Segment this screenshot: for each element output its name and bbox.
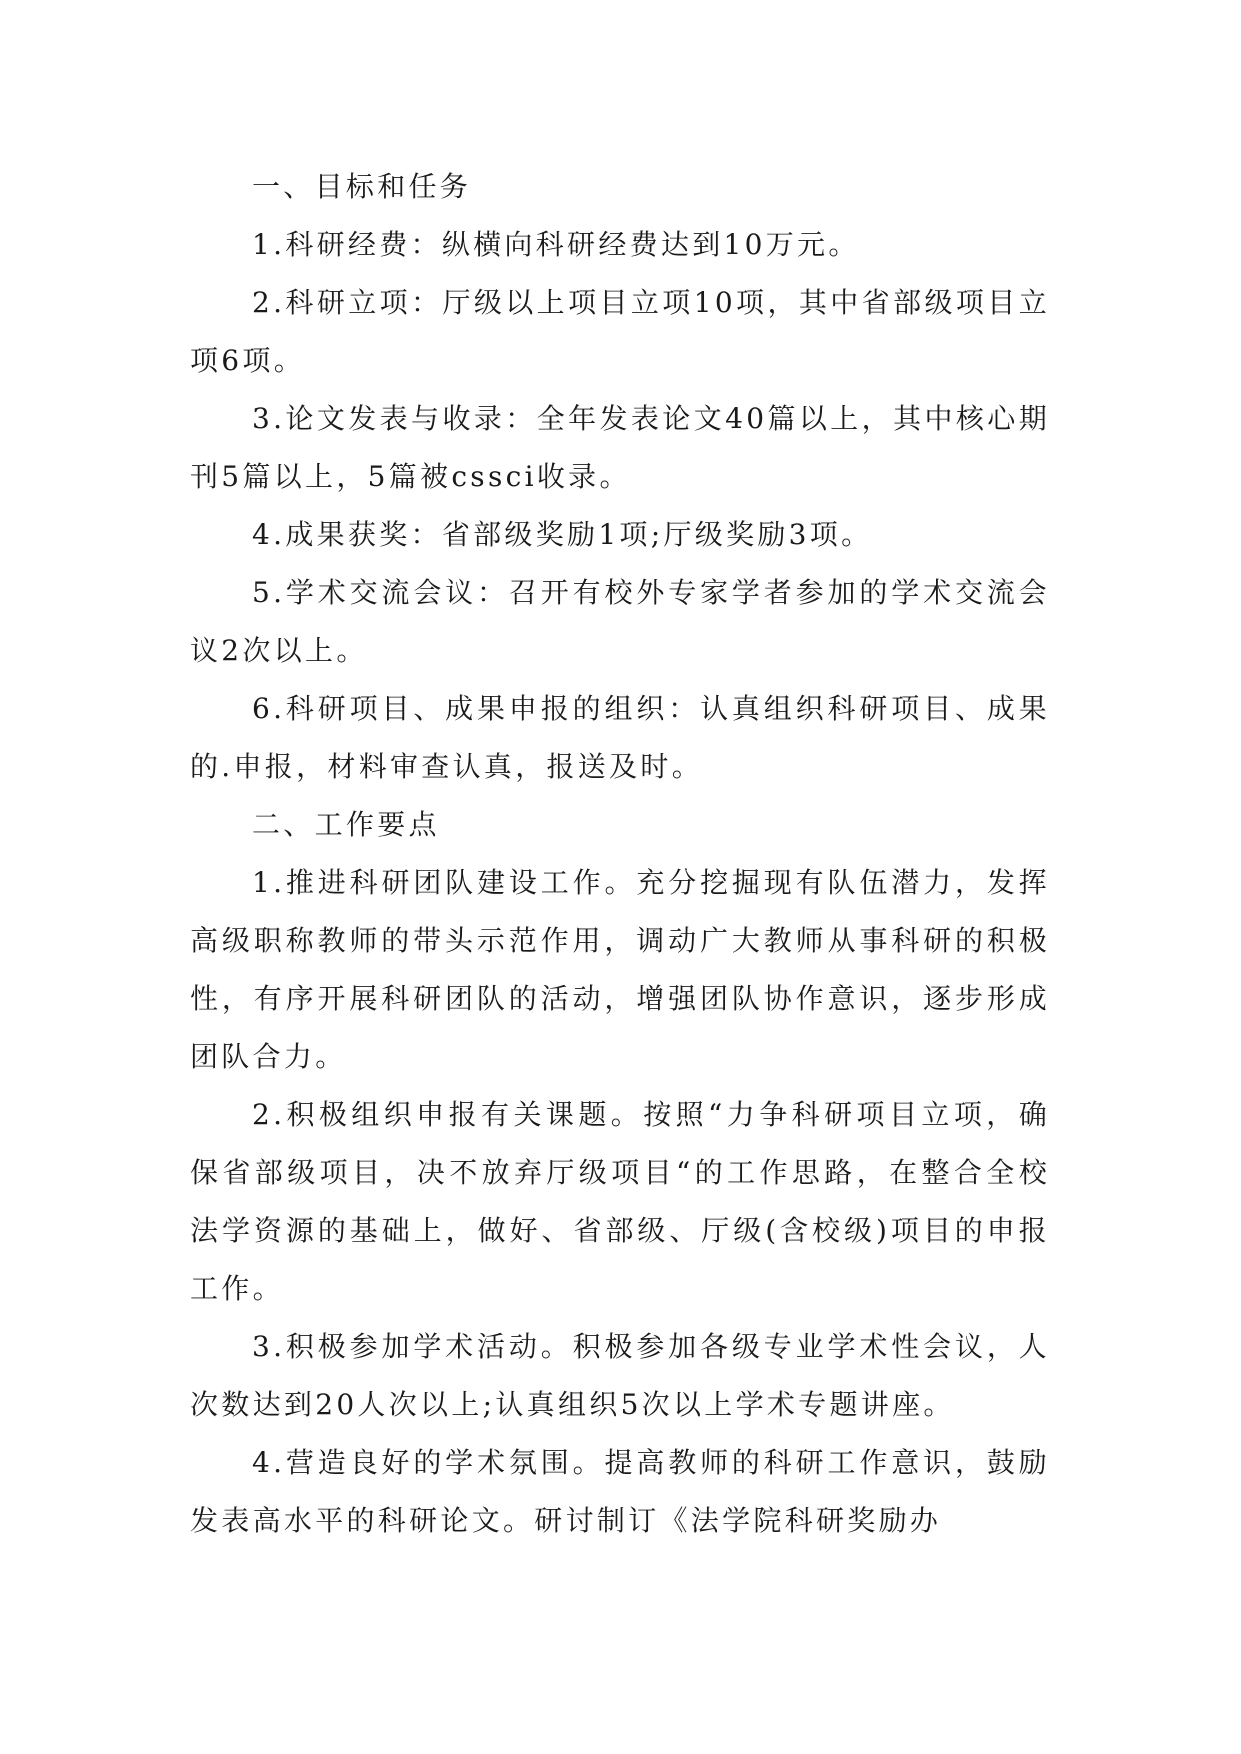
paragraph-academic-atmosphere: 4.营造良好的学术氛围。提高教师的科研工作意识，鼓励发表高水平的科研论文。研讨制订《法学院科研奖励办 <box>190 1446 1050 1537</box>
paragraph-topic-application: 2.积极组织申报有关课题。按照“力争科研项目立项，确保省部级项目，决不放弃厅级项目“的工作思路，在整合全校法学资源的基础上，做好、省部级、厅级(含校级)项目的申报工作。 <box>190 1098 1050 1305</box>
paragraph-awards: 4.成果获奖：省部级奖励1项;厅级奖励3项。 <box>252 518 873 551</box>
paragraph-paper-publication: 3.论文发表与收录：全年发表论文40篇以上，其中核心期刊5篇以上，5篇被cssci收录。 <box>190 402 1050 493</box>
section-heading-work-points: 二、工作要点 <box>252 808 440 841</box>
paragraph-project-approval: 2.科研立项：厅级以上项目立项10项，其中省部级项目立项6项。 <box>190 286 1050 377</box>
paragraph-research-funding: 1.科研经费：纵横向科研经费达到10万元。 <box>252 228 860 261</box>
paragraph-academic-conference: 5.学术交流会议：召开有校外专家学者参加的学术交流会议2次以上。 <box>190 576 1050 667</box>
section-heading-goals: 一、目标和任务 <box>252 170 472 203</box>
paragraph-team-building: 1.推进科研团队建设工作。充分挖掘现有队伍潜力，发挥高级职称教师的带头示范作用，调动广大教师从事科研的积极性，有序开展科研团队的活动，增强团队协作意识，逐步形成团队合力。 <box>190 866 1050 1073</box>
paragraph-academic-activities: 3.积极参加学术活动。积极参加各级专业学术性会议，人次数达到20人次以上;认真组织5次以上学术专题讲座。 <box>190 1330 1050 1421</box>
document-body <box>190 158 1050 1550</box>
paragraph-application-organization: 6.科研项目、成果申报的组织：认真组织科研项目、成果的.申报，材料审查认真，报送及时。 <box>190 692 1050 783</box>
